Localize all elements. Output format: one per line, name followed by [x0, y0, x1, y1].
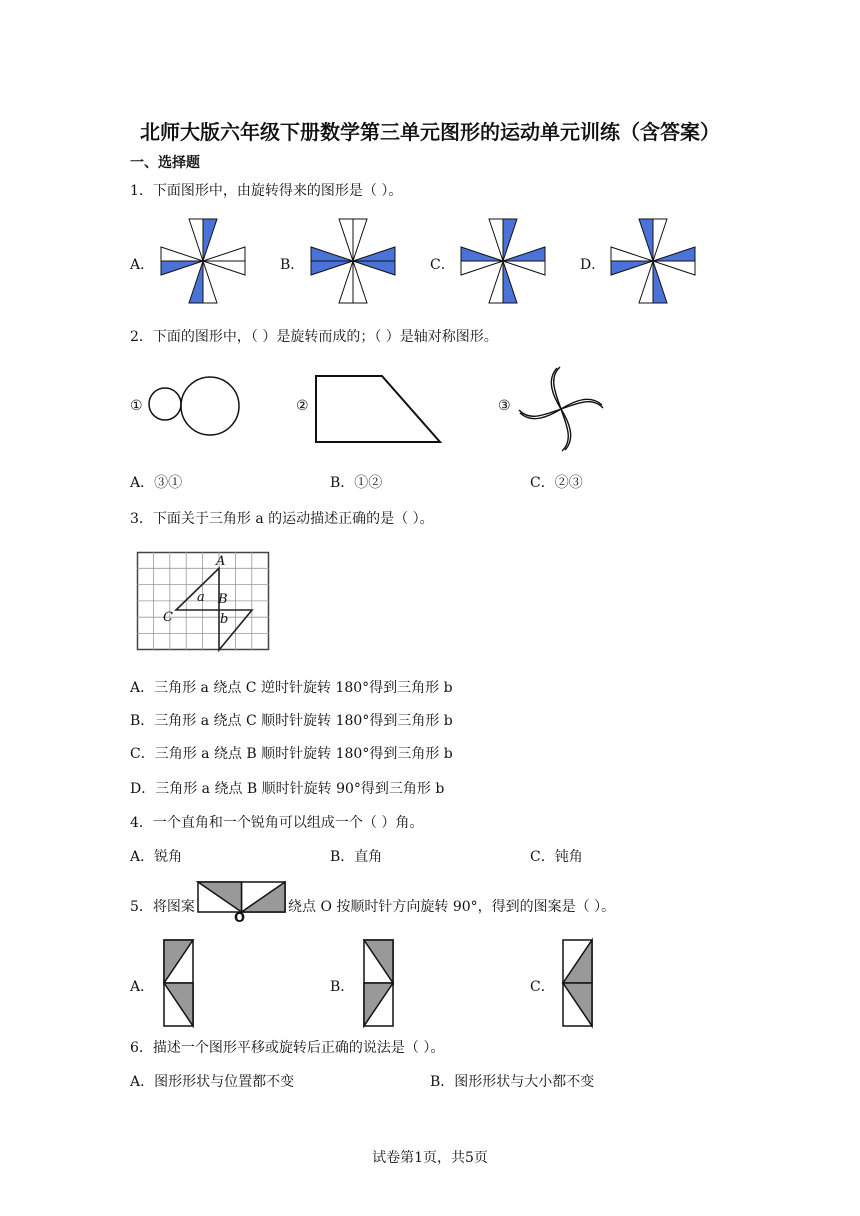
- question-4-stem: 4．一个直角和一个锐角可以组成一个（ ）角。: [130, 815, 424, 831]
- q4-option-a: A．锐角: [130, 849, 183, 865]
- q5-option-c-figure: [562, 939, 594, 1029]
- question-2-stem: 2．下面的图形中，（ ）是旋转而成的；（ ）是轴对称图形。: [130, 329, 498, 345]
- q3-option-c: C．三角形 a 绕点 B 顺时针旋转 180°得到三角形 b: [130, 746, 453, 762]
- q2-option-c: C．②③: [530, 475, 583, 491]
- page-title: 北师大版六年级下册数学第三单元图形的运动单元训练（含答案）: [140, 120, 720, 144]
- q5-option-b-figure: [363, 939, 395, 1029]
- q5-option-c-label: C．: [530, 979, 555, 995]
- q6-option-a: A．图形形状与位置都不变: [130, 1074, 295, 1090]
- q5-pattern-figure: [197, 881, 287, 915]
- q5-option-a-figure: [163, 939, 195, 1029]
- q3-option-b: B．三角形 a 绕点 C 顺时针旋转 180°得到三角形 b: [130, 713, 453, 729]
- q1-option-a-label: A．: [130, 257, 155, 273]
- q2-two-circles-figure: [148, 376, 242, 438]
- q3-grid-label-a-upper: A: [216, 554, 226, 569]
- q1-pinwheel-d: [609, 217, 697, 305]
- question-5-stem-start: 5．将图案: [130, 899, 195, 915]
- q1-option-d-label: D．: [580, 257, 606, 273]
- q1-option-b-label: B．: [280, 257, 305, 273]
- page-footer: 试卷第1页，共5页: [372, 1150, 488, 1166]
- question-6-stem: 6．描述一个图形平移或旋转后正确的说法是（ ）。: [130, 1040, 445, 1056]
- q3-grid-label-b-upper: B: [218, 592, 228, 607]
- q2-figure-3-label: ③: [498, 398, 511, 414]
- q3-grid-label-b-lower: b: [220, 612, 229, 627]
- q4-option-c: C．钝角: [530, 849, 583, 865]
- q5-point-o-label: O: [234, 911, 246, 926]
- question-1-stem: 1．下面图形中，由旋转得来的图形是（ ）。: [130, 183, 403, 199]
- q1-pinwheel-a: [159, 217, 247, 305]
- question-5-stem-end: 绕点 O 按顺时针方向旋转 90°，得到的图案是（ ）。: [288, 899, 616, 915]
- q2-option-a: A．③①: [130, 475, 183, 491]
- q3-option-a: A．三角形 a 绕点 C 逆时针旋转 180°得到三角形 b: [130, 680, 453, 696]
- q3-grid-label-c: C: [163, 610, 173, 625]
- q3-grid-label-a-lower: a: [197, 590, 205, 605]
- q2-option-b: B．①②: [330, 475, 383, 491]
- q2-figure-2-label: ②: [296, 398, 309, 414]
- q2-trapezoid-figure: [314, 374, 444, 446]
- q1-option-c-label: C．: [430, 257, 455, 273]
- q5-option-b-label: B．: [330, 979, 355, 995]
- q3-option-d: D．三角形 a 绕点 B 顺时针旋转 90°得到三角形 b: [130, 781, 445, 797]
- q2-figure-1-label: ①: [130, 398, 143, 414]
- q4-option-b: B．直角: [330, 849, 383, 865]
- question-3-stem: 3．下面关于三角形 a 的运动描述正确的是（ ）。: [130, 511, 434, 527]
- q1-pinwheel-b: [309, 217, 397, 305]
- q1-pinwheel-c: [459, 217, 547, 305]
- q2-pinwheel-arc-figure: [516, 364, 606, 454]
- section-heading: 一、选择题: [130, 155, 200, 171]
- q5-option-a-label: A．: [130, 979, 155, 995]
- q6-option-b: B．图形形状与大小都不变: [430, 1074, 595, 1090]
